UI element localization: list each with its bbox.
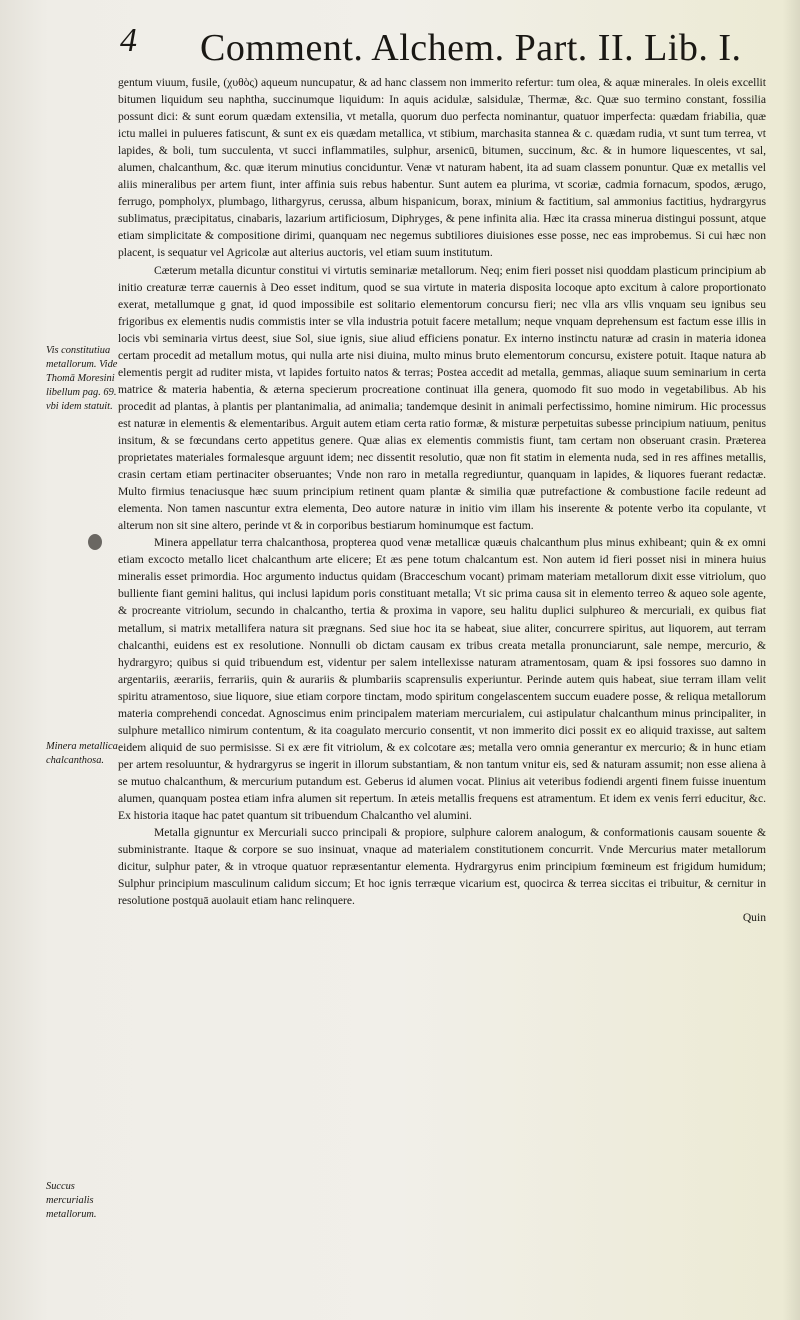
margin-note-vis-constitutiua: Vis constitutiua metallorum. Vide Thomā Moresini libellum pag. 69. vbi idem statuit. bbox=[46, 345, 118, 412]
margin-note-succus: Succus mercurialis metallorum. bbox=[46, 1181, 97, 1220]
catchword: Quin bbox=[742, 911, 766, 925]
paragraph: Minera appellatur terra chalcanthosa, propterea quod venæ metallicæ quæuis chalcanthum plus minus exhibeant; quin & ex omni etiam excocto metallo licet chalcanthum arte elicere; Et æs pene totum chalcantum est. Non autem id fieri posset nisi in minera huius mineralis esset primordia. Hoc argumento inductus quidam (Bracceschum vocant) primam materiam metallorum dixit esse vitriolum, quo bulliente fiant gemini halitus, qui inclusi lapidum poris constituant metalla; Vt sic prima causa sit in elemento terreo & aqueo sole agente, & procreante vitriolum, secundo in chalcantho, tertia & proxima in vapore, seu halitu duplici sulphureo & mercuriali, ex quibus fiat metallum, si matrix metallifera natura sit prægnans. Sed siue hoc ita se habeat, siue aliter, concurrere spiritus, aut liquorem, aut terram chalcanthi, euidens est ex resolutione. Nonnulli ob dictam causam ex tribus creata metalla pronunciarunt, sale nempe, mercurio, & hydrargyro; quibus si quid tribuendum est, videntur per salem intellexisse naturam atramentosam, quam & ipsi fossores suo damno in argentariis, æerariis, ferrariis, quin & aurariis & plumbariis scaprensulis experiuntur. Perinde autem quis habeat, siue terram illam velit spiritu atramentoso, siue liquore, siue etiam corpore tinctam, modo spiritum congelascentem succum euadere posse, & reliqua metallorum materia comprehendi concedat. Agnoscimus enim principalem materiam mercurialem, cui astipulatur chalcanthum minus principaliter, in sulphure metallico nimirum contentum, & ita coagulato mercurio consentit, vt non immerito dici possit ex eo aliquid traxisse, aut saltem eidem aliquid de suo permisisse. Si ex ære fit vitriolum, & ex colcotare æs; metalla vero omnia generantur ex mercurio; & in hunc etiam per artem resoluuntur, & hydrargyrus se ingerit in illorum substantiam, & non tantum vnitur eis, sed & naturam assumit; non esse aliena à se mutuo chalcanthum, & mercurium putandum est. Geberus id alumen vocat. Plinius ait veteribus fodiendi argenti finem fuisse inuentum alumen, quanquam postea etiam infra alumen sit repertum. In æteis metallis frequens est atramentum. Et idem ex venis ferri educitur, &c. Ex historia itaque hac patet quantum sit tribuendum Chalcantho vel alumini. bbox=[118, 536, 766, 823]
paragraph: Cæterum metalla dicuntur constitui vi virtutis seminariæ metallorum. Neq; enim fieri posset nisi quoddam plasticum principium ab initio creaturæ terræ cauernis à Deo esset inditum, quod se sua virtute in materia disposita locoque apto excitum à calore proportionato exerat, metallumque g gnat, id quod impossibile est solitario elementorum concursu fieri; nec vlla ars vllis vnquam seu ignibus seu frigoribus ex elementis nudis commistis inter se vlla industria potuit facere metallum; neque vnquam deprehensum est factum esse illis in locis vbi seminaria virtus deest, siue Sol, siue ignis, siue aliud efficiens ponatur. Ex interno instinctu naturæ ad crasin in materia idonea certam procedit ad metallum motus, qui nulla arte nisi diuina, multo minus bruto elementorum concursu, existere potuit. Itaque natura ab elementis pergit ad ruditer mista, vt lapides fortuito natos & terras; Postea accedit ad metalla, gemmas, aliaque suum seminarium in certa matrice & materia habentia, & æterna specierum procreatione continuat illa genera, quomodo fit suo modo in vegetabilibus. Ab his procedit ad plantas, à plantis per plantanimalia, ad animalia; tandemque desinit in animali perfectissimo, homine nimirum. Hic processus est naturæ in elementis & elementaribus. Arguit autem etiam certa ratio formæ, & misturæ perpetuitas subesse principium natiuum, penitus insitum, & se fœcundans certo appetitus genere. Quæ alias ex elementis commistis fiunt, tam certam non obseruant crasin. Præterea proprietates materiales formalesque arguunt idem; nec dissentit resolutio, quæ non fit statim in elementa nuda, sed in res affines metallis, crasin certam etiam pertinaciter obseruantes; Vnde non raro in metalla regrediuntur, quanquam in lapides, & liquores fuerant redactæ. Multo firmius tenaciusque hæc suum principium retinent quam plantæ & similia quæ putrefactione & combustione facile redeunt ad elementa. Non tamen nascuntur extra elementa, Deo autore naturæ in initio vim illam his inserente & potente verbo ita copulante, vt alterum non sit sine altero, perinde vt & in corporibus bestiarum hominumque est factum. bbox=[118, 263, 766, 533]
margin-note-minera: Minera metallica chalcanthosa. bbox=[46, 741, 118, 766]
running-head: Comment. Alchem. Part. II. Lib. I. bbox=[200, 27, 742, 69]
paragraph: Metalla gignuntur ex Mercuriali succo principali & propiore, sulphure calorem analogum, & conformationis causam souente & subministrante. Itaque & corpore se suo insinuat, vnaque ad materialem constitutionem concurrit. Vnde Mercurius mater metallorum dicitur, sulphur pater, & in vtroque quatuor repræsentantur elementa. Hydrargyrus enim principium fœmineum est frigidum humidum; Sulphur principium masculinum calidum siccum; Et hoc ignis terræque vicarium est, quocirca & terrea siccitas ei tribuitur, & cernitur in resolutione postquā auolauit etiam hanc relinquere. bbox=[118, 826, 766, 908]
page-header bbox=[0, 22, 800, 72]
paragraph: gentum viuum, fusile, (χυθὸς) aqueum nuncupatur, & ad hanc classem non immerito refertur: tum olea, & aquæ minerales. In oleis excellit bitumen liquidum seu naphtha, succinumque liquidum: In aquis acidulæ, salsidulæ, Thermæ, &c. Quæ suo termino constant, fossilia possunt dici: & sunt eorum quædam extensilia, vt metalla, quorum duo perfecta nominantur, quatuor imperfecta: quædam friabilia, quæ ictu mallei in pulueres fatiscunt, & sunt ex eis quædam metallica, vt stibium, marchasita stannea & c. quædam rudia, vt sunt tum terrea, vt lapides, & boli, tum succulenta, vt succi inflammatiles, sulphur, arsenicū, bitumen, succinum, &c. & in humore liquescentes, vt sal, alumen, chalcanthum, &c. quæ iterum minutius conciduntur. Venæ vt naturam habent, ita ad suam classem ponuntur. Quæ ex metallis vel aliis mineralibus per artem fiunt, inter affinia suis rebus habentur. Sunt autem ea plurima, vt scoriæ, cadmia fornacum, spodos, ærugo, ferrugo, pompholyx, plumbago, lithargyrus, cerussa, album hispanicum, borax, minium & factitium, sal ammonius factitius, hydrargyrus sublimatus, præcipitatus, cinabaris, lazarium artificiosum, Diphryges, & pene infinita alia. Hæc ita crassa minerua distingui possunt, atque etiam simplicitate & compositione dirimi, quanquam nec negemus subtiliores diuisiones esse posse, nec eas improbemus. Si cui hæc non placent, is sequatur vel Agricolæ aut alterius auctoris, vel etiam suum institutum. bbox=[118, 76, 766, 260]
ink-blot bbox=[88, 534, 102, 550]
main-text bbox=[118, 74, 766, 926]
page-number: 4 bbox=[120, 22, 137, 59]
page-edge-shadow bbox=[782, 0, 800, 1320]
